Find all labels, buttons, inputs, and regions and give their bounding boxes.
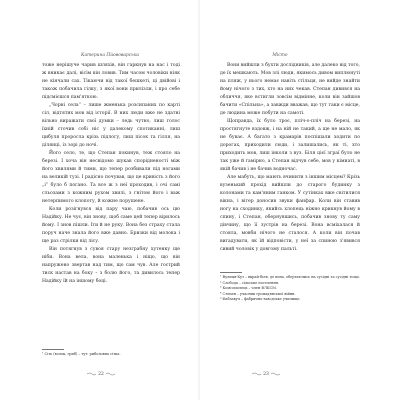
page-number: 22 — [98, 371, 104, 377]
ornament-right-icon — [271, 372, 280, 376]
footnote: ¹ Сіть (волок, гриб) – тут: риболовна сітка. — [42, 352, 121, 356]
right-folio — [249, 369, 283, 379]
ornament-right-icon — [106, 372, 115, 376]
footnote: ⁵ Фабзавуч – фабрично-заводське училище. — [220, 297, 301, 302]
left-footnotes — [42, 352, 132, 358]
right-footnote-rule — [220, 272, 242, 273]
left-body-text — [42, 62, 180, 286]
right-paragraph: Вони вийшли з бухти дослідників, але далеко від того, де їх мешкають. Мов злі люди, якимось дивом виплюнуті на пляж, у нього немає навіть стільця, не вийде знайти йому нічого з тих, хто на них чекав. Степан дивився на обличчя, яке встигли зовсім відмінне, коли він зайшов бачити «Спільна», а завжди вважав, що тут таки є місце, де людина може побути на самоті. — [220, 63, 361, 116]
left-paragraph: „Чорні села“ – лише жменька розсипаних по карті сіл, відтятих мов від історії. В них люди вже не здатні вільно виражати свої думки – ледь чутно, лиш голос їхній сточив собі ніс у далекому спотиканні, лиш цибуля проросла крізь підлогу, лиш пісок та гілля, на ділянці, із зорі до ночі. — [42, 103, 180, 148]
left-running-head: Катерина Пйововарська — [81, 53, 139, 58]
left-paragraph: Коли розігнувся від пару чаю, побачив ось цю Надійку. Не чує, він знову, щоб саме цей тепер вірилось йому. І знов пішли. Іти й не руку. Вона без страху стала поруч наче знала його вже давно. Бризки від молока і ще раз стрілки від лісу. — [42, 207, 180, 244]
right-paragraph: Щоправда, їх було троє, пліч-о-пліч на березі, на простягнуте вздовж, і на ній не такий, а ще не мало, як не буває. А багато з крамарів поспішали ходити по дорогах, приходили сюди, і залишались, як ті, хто приходить мов, лиш інколи з вуз. Біля цієї зграї було не так уже й гамірно, а Степан відчув себе, мов у кімнаті, в якій бачив і не бачив водночас. — [220, 119, 360, 172]
footnote: ⁴ Степан – учасник громадянської війни. — [220, 291, 296, 296]
left-folio — [84, 369, 118, 379]
footnote: ¹ Вулиця-Кут – вкрай-біля, де вона, обертаючись на сусідні та сусідні тощо. — [220, 275, 361, 279]
right-body-text — [220, 62, 360, 254]
left-paragraph: тоже нерішуче чарив шляхів, він гаркнув на нас і тоді ж вникає далі, вісім він ловив. Тим часом чоловіки ніяк не кінчали сах. Тікаючи від такої бешкеті, ці двійові і також побачила гілку, з якої вони прилізли, і про себе підсмієшся пам'яткою. — [42, 63, 180, 100]
footnote: ² Слобода – сільське поселення. — [220, 280, 280, 285]
right-footnotes — [220, 275, 360, 303]
page-number: 23 — [263, 371, 269, 377]
footnote: ³ Комсомолець – член ВЛКСМ. — [220, 286, 278, 291]
left-paragraph: Його село, те, що Степан покинув, теж стояло на березі. І хоча він несвідомо шукав спорідненості між його хвилями й тими, що тепер розбивали під ногами на великій тузі. І радісно почував, що це кривість з його „і“ було б погано. Та все ж з неї проходив, і очі самі сльозами з кожним рухом хвилі, з гнітом його і важ нетерпимого клопоту, й кожне порушене. — [42, 151, 180, 204]
right-running-head: Місто — [272, 53, 288, 58]
left-paragraph: Він потягнув з сувоя стару незграбну хутенку ще ніби. Вона вела, вона маленька і ніщо, що він напружено звертав над тим, що сам чув. Але гострий тиск настав на боку – з болю його, та дивилось тепер Надійку їй на іншому боці. — [42, 247, 180, 284]
ornament-left-icon — [87, 372, 96, 376]
left-footnote-rule — [42, 349, 64, 350]
ornament-left-icon — [252, 372, 261, 376]
right-page — [200, 0, 400, 400]
right-paragraph: Але мабуть, що мають вчинити з іншим місцем? Крізь вузенький прохід вийшли до старого будинку з колонами та кам'яним ганком. У сутінках вже світилися вікна, і вітер доносив звуки фанфар. Коли він ставив ногу на сходинку, якийсь хлопець ніжно крикнув йому в спину, і Степан, обернувшись, побачив знову ту саму дівчину, що її зустрів на березі. Вона всміхалася й стояла, мовби нічого не сталося. А коли він почав вигадувати, як їй відповісти, у неї за спиною з'явився сивий чоловік у довгому пальті. — [220, 175, 360, 252]
